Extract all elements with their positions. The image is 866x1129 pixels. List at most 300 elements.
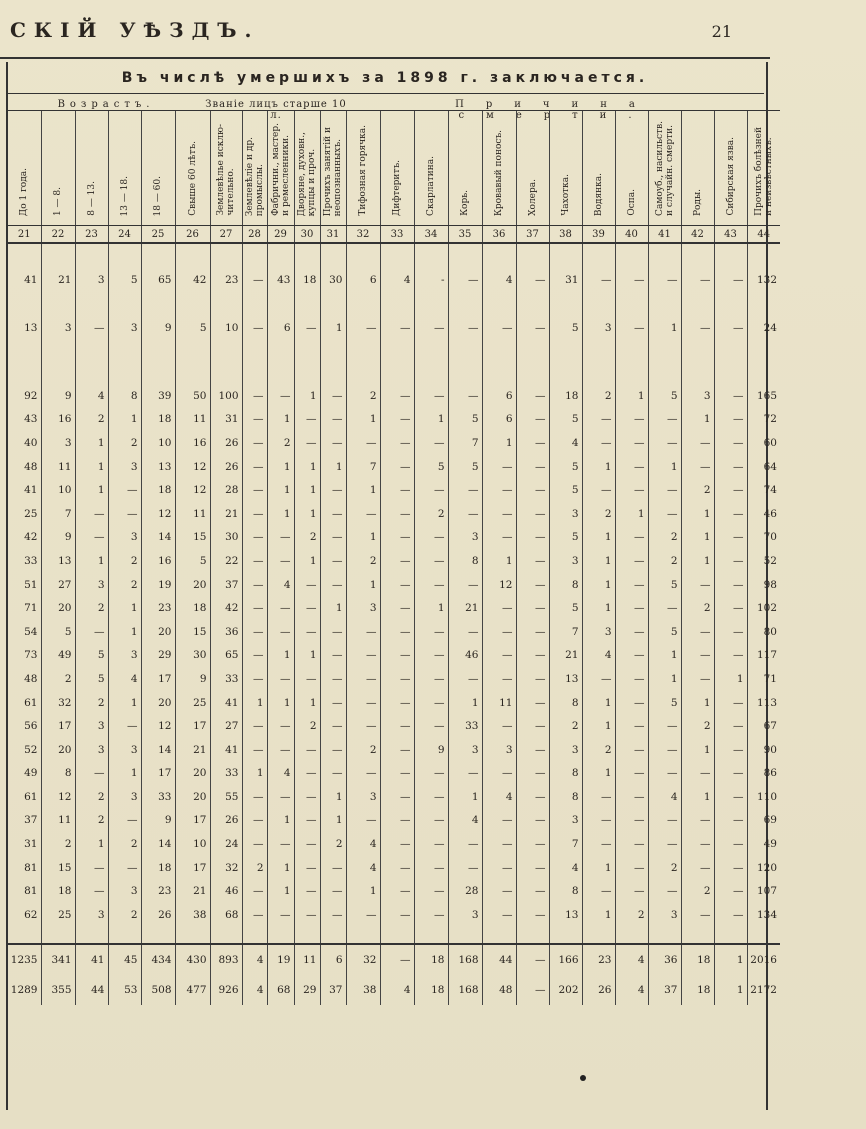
running-head: СКІЙ УѢЗДЪ.	[10, 18, 260, 42]
table-cell: 2	[648, 549, 681, 573]
column-number: 32	[346, 226, 380, 244]
table-cell: 2172	[747, 975, 780, 1005]
table-cell: 18	[141, 408, 175, 432]
table-cell: 1	[714, 944, 747, 975]
column-header	[414, 111, 448, 226]
table-cell: 10	[175, 832, 210, 856]
table-cell: 56	[24, 720, 38, 733]
column-number-row	[8, 226, 780, 244]
table-cell: —	[516, 856, 549, 880]
table-cell: —	[267, 620, 294, 644]
table-cell: 9	[41, 384, 75, 408]
table-cell: —	[380, 944, 414, 975]
table-cell: 25	[41, 903, 75, 927]
table-cell: 12	[141, 502, 175, 526]
table-cell: 30	[210, 526, 242, 550]
table-cell: 113	[747, 691, 780, 715]
column-header	[8, 111, 41, 226]
table-cell: 1	[267, 455, 294, 479]
table-cell: —	[615, 431, 648, 455]
table-cell: —	[242, 738, 267, 762]
table-cell: 2	[681, 596, 714, 620]
table-cell: —	[242, 667, 267, 691]
table-cell: 1	[346, 478, 380, 502]
column-header	[108, 111, 141, 226]
table-cell: 3	[681, 384, 714, 408]
table-cell: 508	[141, 975, 175, 1005]
table-cell: 10	[141, 431, 175, 455]
table-cell: 4	[75, 384, 108, 408]
table-cell: 21	[41, 256, 75, 304]
table-cell: —	[294, 573, 320, 597]
table-cell: —	[320, 738, 346, 762]
table-cell: —	[380, 408, 414, 432]
table-cell: —	[346, 620, 380, 644]
table-cell: 11	[482, 691, 516, 715]
table-cell: —	[320, 644, 346, 668]
table-cell: 31	[549, 256, 582, 304]
table-cell: 18	[414, 944, 448, 975]
table-cell: —	[482, 809, 516, 833]
table-cell: 3	[41, 431, 75, 455]
table-cell: 1	[346, 573, 380, 597]
table-cell: -	[414, 256, 448, 304]
table-cell: —	[714, 785, 747, 809]
table-row	[8, 478, 780, 502]
table-cell: 30	[320, 256, 346, 304]
table-cell: 17	[175, 809, 210, 833]
table-cell: 13	[41, 549, 75, 573]
table-cell: 3	[75, 256, 108, 304]
table-cell: —	[294, 304, 320, 352]
table-cell: 26	[210, 455, 242, 479]
table-cell: 33	[24, 554, 38, 567]
table-cell: —	[346, 431, 380, 455]
table-cell: —	[294, 667, 320, 691]
table-row	[8, 455, 780, 479]
table-cell: 1	[681, 785, 714, 809]
table-cell: —	[267, 526, 294, 550]
table-cell: —	[615, 691, 648, 715]
table-cell: 1	[482, 549, 516, 573]
column-number: 31	[320, 226, 346, 244]
table-cell: 2	[75, 691, 108, 715]
table-cell: 4	[482, 785, 516, 809]
table-cell: —	[714, 384, 747, 408]
table-cell: —	[320, 667, 346, 691]
table-cell: 6	[482, 384, 516, 408]
table-cell: —	[648, 596, 681, 620]
table-cell: 6	[482, 408, 516, 432]
table-cell: 3	[41, 304, 75, 352]
column-number: 28	[242, 226, 267, 244]
column-header-label: Свыше 60 лѣтъ.	[187, 141, 198, 216]
column-number: 22	[41, 226, 75, 244]
table-cell: —	[516, 879, 549, 903]
table-cell: 1	[75, 832, 108, 856]
table-cell: 54	[24, 625, 38, 638]
table-cell: 3	[482, 738, 516, 762]
table-cell: 1	[681, 526, 714, 550]
table-cell: 3	[448, 903, 482, 927]
table-cell: —	[414, 762, 448, 786]
table-cell: —	[448, 856, 482, 880]
table-cell: 132	[747, 256, 780, 304]
table-cell: —	[681, 856, 714, 880]
table-row	[8, 762, 780, 786]
table-cell: —	[294, 620, 320, 644]
table-cell: —	[714, 573, 747, 597]
table-cell: —	[582, 832, 615, 856]
table-cell: —	[648, 832, 681, 856]
table-cell: 23	[582, 944, 615, 975]
table-cell: 1	[320, 809, 346, 833]
table-row	[8, 738, 780, 762]
table-cell: 1	[108, 691, 141, 715]
table-cell: 17	[175, 856, 210, 880]
table-cell: —	[648, 431, 681, 455]
table-cell: 60	[747, 431, 780, 455]
table-cell: —	[681, 644, 714, 668]
table-cell: —	[482, 620, 516, 644]
table-cell: 102	[747, 596, 780, 620]
table-cell: 120	[747, 856, 780, 880]
table-cell: 1	[582, 596, 615, 620]
column-number: 36	[482, 226, 516, 244]
table-cell: 42	[175, 256, 210, 304]
table-cell: —	[681, 832, 714, 856]
table-row	[8, 809, 780, 833]
column-header	[714, 111, 747, 226]
table-cell: 18	[681, 944, 714, 975]
table-cell: 1	[346, 408, 380, 432]
table-cell: 27	[41, 573, 75, 597]
table-cell: —	[267, 549, 294, 573]
table-cell: —	[414, 573, 448, 597]
column-number: 24	[108, 226, 141, 244]
table-cell: 4	[346, 856, 380, 880]
column-header-label: Скарлатина.	[426, 156, 436, 216]
table-cell: —	[294, 785, 320, 809]
table-cell: 1	[714, 975, 747, 1005]
table-cell: 49	[41, 644, 75, 668]
table-cell: 29	[294, 975, 320, 1005]
table-cell: 13	[549, 903, 582, 927]
table-cell: 2	[582, 384, 615, 408]
table-cell: 24	[210, 832, 242, 856]
table-cell: 1	[294, 478, 320, 502]
table-cell: —	[320, 762, 346, 786]
table-cell: 11	[41, 455, 75, 479]
table-cell: —	[582, 408, 615, 432]
table-cell: —	[681, 304, 714, 352]
table-cell: —	[294, 832, 320, 856]
table-cell: —	[615, 667, 648, 691]
table-cell: —	[320, 478, 346, 502]
table-row	[8, 620, 780, 644]
table-cell: 5	[448, 408, 482, 432]
table-cell: 1	[582, 573, 615, 597]
table-cell: —	[320, 549, 346, 573]
table-cell: —	[380, 738, 414, 762]
table-cell: —	[448, 502, 482, 526]
table-cell: 1	[448, 691, 482, 715]
table-cell: 20	[175, 785, 210, 809]
table-cell: —	[320, 526, 346, 550]
table-cell: —	[714, 256, 747, 304]
table-cell: 1	[582, 455, 615, 479]
column-header	[681, 111, 714, 226]
table-cell: —	[516, 620, 549, 644]
table-cell: 74	[747, 478, 780, 502]
table-cell: —	[681, 455, 714, 479]
column-header	[516, 111, 549, 226]
table-cell: 18	[549, 384, 582, 408]
table-cell: —	[681, 620, 714, 644]
column-header-label: Фабрични., мастер. и ремесленники.	[270, 123, 291, 216]
table-cell: —	[267, 738, 294, 762]
table-cell: 1	[294, 502, 320, 526]
table-cell: —	[380, 596, 414, 620]
table-cell: —	[516, 549, 549, 573]
table-cell: —	[380, 304, 414, 352]
table-cell: 5	[648, 620, 681, 644]
table-cell: 1	[582, 903, 615, 927]
table-row	[8, 691, 780, 715]
table-cell: 16	[175, 431, 210, 455]
column-header-label: 13 — 18.	[119, 175, 130, 216]
table-cell: 33	[210, 762, 242, 786]
table-cell: —	[108, 478, 141, 502]
table-cell: 10	[210, 304, 242, 352]
table-cell: 18	[175, 596, 210, 620]
table-cell: —	[681, 256, 714, 304]
table-row	[8, 384, 780, 408]
table-cell: 8	[108, 384, 141, 408]
table-row	[8, 256, 780, 304]
table-cell: —	[242, 573, 267, 597]
table-cell: 12	[141, 714, 175, 738]
table-cell: 926	[210, 975, 242, 1005]
table-cell: 92	[24, 389, 38, 402]
table-cell: —	[681, 762, 714, 786]
table-cell: 11	[41, 809, 75, 833]
total-row	[8, 975, 780, 1005]
table-cell: —	[242, 809, 267, 833]
table-cell: 17	[141, 667, 175, 691]
table-cell: —	[414, 879, 448, 903]
table-cell: —	[615, 526, 648, 550]
column-header	[320, 111, 346, 226]
table-cell: 62	[24, 908, 38, 921]
table-cell: —	[242, 785, 267, 809]
table-cell: —	[380, 667, 414, 691]
table-cell: 2	[41, 832, 75, 856]
table-cell: 19	[141, 573, 175, 597]
table-cell: 4	[267, 762, 294, 786]
table-cell: —	[648, 502, 681, 526]
table-cell: 11	[175, 408, 210, 432]
table-cell: 46	[210, 879, 242, 903]
table-cell: —	[482, 478, 516, 502]
table-cell: 37	[320, 975, 346, 1005]
table-cell: 69	[747, 809, 780, 833]
table-cell: —	[75, 856, 108, 880]
table-cell: 110	[747, 785, 780, 809]
table-cell: —	[714, 304, 747, 352]
column-header	[294, 111, 320, 226]
table-cell: —	[346, 304, 380, 352]
table-cell: —	[714, 714, 747, 738]
table-cell: —	[516, 408, 549, 432]
table-cell: 3	[549, 502, 582, 526]
table-cell: 20	[41, 596, 75, 620]
table-cell: —	[714, 879, 747, 903]
table-cell: —	[320, 903, 346, 927]
table-cell: 1	[108, 762, 141, 786]
column-number: 41	[648, 226, 681, 244]
column-number: 37	[516, 226, 549, 244]
table-cell: —	[516, 667, 549, 691]
table-cell: 20	[41, 738, 75, 762]
table-cell: —	[448, 667, 482, 691]
table-cell: —	[448, 573, 482, 597]
column-header	[175, 111, 210, 226]
table-cell: 3	[582, 304, 615, 352]
table-cell: —	[380, 478, 414, 502]
table-cell: —	[242, 256, 267, 304]
table-cell: —	[75, 526, 108, 550]
table-cell: —	[346, 714, 380, 738]
table-cell: —	[108, 502, 141, 526]
table-row	[8, 667, 780, 691]
table-cell: 166	[549, 944, 582, 975]
table-cell: —	[516, 691, 549, 715]
table-cell: —	[714, 408, 747, 432]
table-cell: 1	[267, 691, 294, 715]
table-cell: —	[346, 667, 380, 691]
table-cell: —	[516, 975, 549, 1005]
column-header-label: Прочихъ болѣзней и неизвѣстныхъ.	[753, 127, 774, 216]
table-cell: 18	[41, 879, 75, 903]
table-cell: 33	[448, 714, 482, 738]
table-cell: 1	[582, 856, 615, 880]
table-cell: —	[414, 667, 448, 691]
table-cell: —	[482, 455, 516, 479]
table-cell: 49	[747, 832, 780, 856]
table-cell: —	[615, 809, 648, 833]
table-row	[8, 502, 780, 526]
table-cell: 7	[549, 620, 582, 644]
table-cell: 1	[242, 691, 267, 715]
column-header	[482, 111, 516, 226]
table-cell: 4	[549, 856, 582, 880]
table-cell: 3	[549, 809, 582, 833]
table-cell: —	[380, 903, 414, 927]
table-cell: 65	[210, 644, 242, 668]
table-cell: —	[714, 738, 747, 762]
table-cell: 1	[267, 478, 294, 502]
table-cell: —	[448, 304, 482, 352]
group-cause: Причина смерти.	[455, 99, 657, 121]
table-cell: —	[75, 879, 108, 903]
table-cell: 14	[141, 738, 175, 762]
table-cell: 1	[648, 455, 681, 479]
table-cell: 20	[141, 620, 175, 644]
table-cell: —	[320, 691, 346, 715]
table-cell: 16	[41, 408, 75, 432]
table-row	[8, 526, 780, 550]
table-cell: —	[320, 714, 346, 738]
table-cell: 42	[24, 531, 38, 544]
table-cell: 1	[267, 856, 294, 880]
table-cell: 9	[41, 526, 75, 550]
table-cell: —	[380, 785, 414, 809]
table-cell: 4	[615, 975, 648, 1005]
column-header-label: Кровавый поносъ.	[494, 129, 504, 216]
column-header	[448, 111, 482, 226]
table-cell: —	[294, 738, 320, 762]
table-cell: —	[516, 502, 549, 526]
table-cell: 65	[141, 256, 175, 304]
table-cell: 44	[482, 944, 516, 975]
table-cell: —	[714, 549, 747, 573]
column-header-label: Самоуб., насильств. и случайн. смерти.	[654, 121, 675, 216]
table-cell: 5	[549, 304, 582, 352]
table-cell: —	[414, 431, 448, 455]
column-number: 23	[75, 226, 108, 244]
table-cell: —	[681, 809, 714, 833]
column-number: 25	[141, 226, 175, 244]
column-number: 35	[448, 226, 482, 244]
table-cell: 1	[294, 644, 320, 668]
table-cell: 3	[75, 714, 108, 738]
table-cell: 5	[648, 691, 681, 715]
column-number: 40	[615, 226, 648, 244]
table-cell: —	[648, 714, 681, 738]
table-cell: 4	[549, 431, 582, 455]
table-cell: 9	[414, 738, 448, 762]
table-cell: —	[516, 455, 549, 479]
table-cell: 6	[346, 256, 380, 304]
table-cell: —	[516, 738, 549, 762]
table-cell: —	[242, 408, 267, 432]
table-cell: 3	[75, 903, 108, 927]
table-cell: 1	[75, 549, 108, 573]
table-cell: —	[414, 526, 448, 550]
table-cell: —	[267, 596, 294, 620]
table-cell: —	[582, 809, 615, 833]
table-cell: —	[380, 809, 414, 833]
table-cell: 1	[582, 714, 615, 738]
column-header-label: 8 — 13.	[86, 181, 97, 216]
table-cell: —	[242, 644, 267, 668]
table-cell: —	[516, 384, 549, 408]
table-cell: 8	[549, 785, 582, 809]
table-cell: 355	[41, 975, 75, 1005]
table-cell: 3	[108, 738, 141, 762]
table-cell: 1	[681, 738, 714, 762]
table-cell: 2016	[747, 944, 780, 975]
table-cell: —	[108, 714, 141, 738]
table-cell: 16	[141, 549, 175, 573]
table-cell: 68	[210, 903, 242, 927]
table-cell: —	[482, 832, 516, 856]
table-cell: 43	[24, 413, 38, 426]
table-cell: —	[615, 738, 648, 762]
column-number: 38	[549, 226, 582, 244]
table-cell: 26	[210, 431, 242, 455]
